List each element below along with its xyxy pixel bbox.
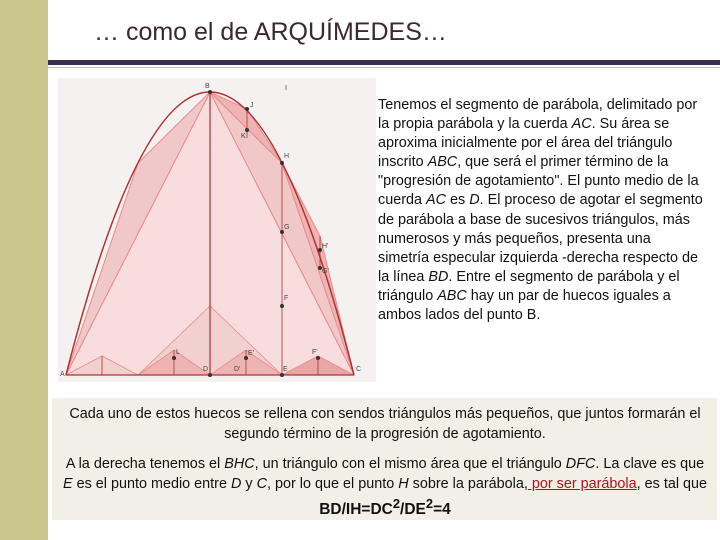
explanation-italic: D [469,192,480,209]
point-h [280,161,284,165]
explanation-italic: ABC [437,287,467,304]
label-a: A [60,371,65,378]
formula-sup1: 2 [392,496,401,511]
explanation-italic: AC [571,116,592,133]
label-d-prime: D' [234,366,241,373]
point-f [280,304,284,308]
label-e: E [283,366,288,373]
explanation-part: , que será el primer término de la "progresión de agotamiento". El punto medio de la cuerda [378,154,699,209]
p2-italic: C [256,476,267,492]
p2-part: A la derecha tenemos el [65,456,225,472]
explanation-part: Tenemos el segmento de parábola, delimitado por la propia parábola y la cuerda [378,97,698,133]
point-d [208,373,212,377]
explanation-italic: AC [426,192,446,209]
p2-part: sobre la parábola, [408,476,528,492]
point-k [245,128,249,132]
p2-part: es el punto medio entre [72,476,231,492]
p2-part: . La clave es que [595,456,705,472]
formula-mid: /DE [400,501,426,519]
p2-italic: DFC [565,456,596,472]
label-j: J [250,102,254,109]
p2-italic: E [62,476,73,492]
point-f-prime [316,356,320,360]
title-rule-thin [48,67,720,68]
label-b: B [205,83,210,90]
explanation-italic: ABC [427,154,458,171]
point-b [208,90,212,94]
parabola-diagram [58,78,376,382]
label-e-prime: E' [248,350,255,357]
title-rule [48,60,720,65]
point-e [280,373,284,377]
p2-italic: D [230,476,242,492]
label-d: D [203,366,209,373]
slide-title: … como el de ARQUÍMEDES… [94,18,447,46]
formula-sup2: 2 [425,496,434,511]
label-h-prime: H' [322,243,329,250]
p2-italic: BHC [224,456,255,472]
paragraph-holes: Cada uno de estos huecos se rellena con sendos triángulos más pequeños, que juntos formarán el segundo término de la progresión de agotamiento. [69,406,701,442]
explanation-part: es [446,192,470,209]
explanation-italic: BD [428,268,449,285]
formula [319,496,451,519]
p2-italic: H [398,476,409,492]
point-j [245,107,249,111]
label-l: L [176,349,180,356]
label-k: K [241,133,246,140]
point-l [172,356,176,360]
label-h: H [284,153,290,160]
label-g-prime: G' [322,268,329,275]
label-f: F [284,295,289,302]
explanation-part: . Entre el segmento de parábola y el triángulo [378,268,680,304]
parabola-figure [58,78,376,382]
label-i: I [285,85,287,92]
explanation-text [378,96,703,325]
explanation-part: hay un par de huecos iguales a ambos lados del punto B. [378,287,671,324]
label-c: C [356,366,362,373]
paragraph-bhc [60,454,710,520]
formula-main: BD/IH=DC [319,501,393,519]
label-f-prime: F' [312,349,318,356]
p2-part: , es tal que [636,476,708,492]
p2-part: , un triángulo con el mismo área que el triángulo [254,456,566,472]
label-g: G [284,224,290,231]
side-band [0,0,48,540]
explanation-part: . Su área se aproxima inicialmente por el área del triángulo inscrito [378,116,673,171]
p2-part: y [241,476,257,492]
explanation-part: . El proceso de agotar el segmento de parábola a base de sucesivos triángulos, más numerosos y más pequeños, presenta una simetría especular izquierda -derecha respecto de la línea [378,192,703,285]
formula-end: =4 [433,501,451,519]
parabola-link[interactable]: por ser parábola [527,476,637,492]
p2-part: , por lo que el punto [267,476,399,492]
